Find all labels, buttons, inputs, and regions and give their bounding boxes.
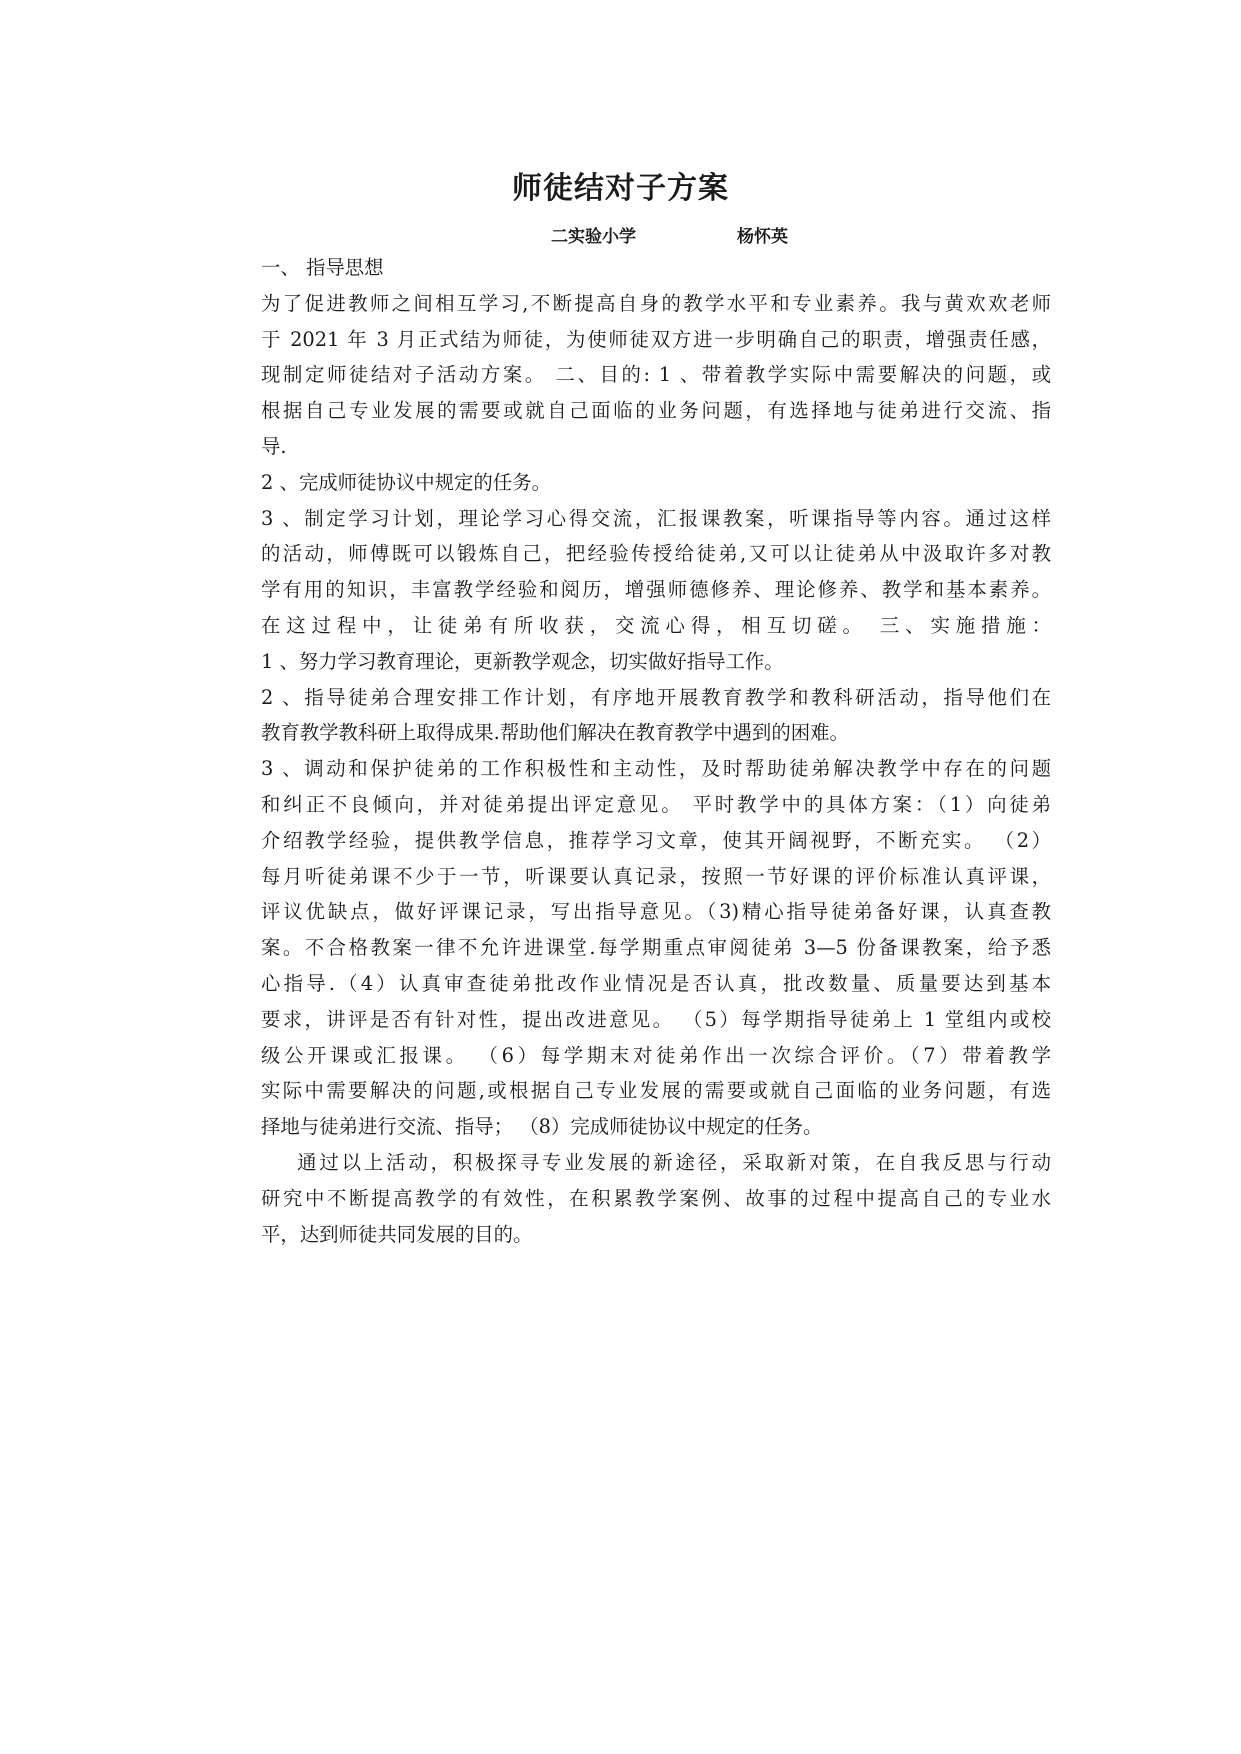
school-name: 二实验小学 (551, 227, 636, 247)
text-line: 2 、完成师徒协议中规定的任务。 (261, 470, 551, 494)
text-line: 每月听徒弟课不少于一节，听课要认真记录，按照一节好课的评价标准认真评课， (261, 864, 1051, 888)
text-line: 心指导.（4）认真审查徒弟批改作业情况是否认真，批改数量、质量要达到基本 (261, 971, 1051, 995)
text-line: 在这过程中，让徒弟有所收获，交流心得，相互切磋。 三、实施措施： (261, 613, 1051, 637)
text-line: 根据自己专业发展的需要或就自己面临的业务问题，有选择地与徒弟进行交流、指 (261, 399, 1051, 423)
text-line: 导. (261, 434, 287, 458)
text-line: 1 、努力学习教育理论，更新教学观念，切实做好指导工作。 (261, 649, 784, 673)
text-line: 研究中不断提高教学的有效性，在积累教学案例、故事的过程中提高自己的专业水 (261, 1186, 1051, 1210)
text-line: 现制定师徒结对子活动方案。 二、目的: 1 、带着教学实际中需要解决的问题，或 (261, 363, 1051, 387)
text-line: 教育教学教科研上取得成果.帮助他们解决在教育教学中遇到的困难。 (261, 721, 849, 745)
text-line: 的活动，师傅既可以锻炼自己，把经验传授给徒弟,又可以让徒弟从中汲取许多对教 (261, 542, 1051, 566)
text-line: 级公开课或汇报课。 （6）每学期末对徒弟作出一次综合评价。（7）带着教学 (261, 1043, 1051, 1067)
text-line: 2 、指导徒弟合理安排工作计划，有序地开展教育教学和教科研活动，指导他们在 (261, 685, 1051, 709)
text-line: 于 2021 年 3 月正式结为师徒，为使师徒双方进一步明确自己的职责，增强责任感， (261, 327, 1051, 351)
text-line: 平，达到师徒共同发展的目的。 (261, 1222, 533, 1246)
text-line: 3 、调动和保护徒弟的工作积极性和主动性，及时帮助徒弟解决教学中存在的问题 (261, 757, 1051, 781)
text-line: 择地与徒弟进行交流、指导； （8）完成师徒协议中规定的任务。 (261, 1115, 823, 1139)
text-line: 一、 指导思想 (261, 256, 384, 279)
text-line: 通过以上活动，积极探寻专业发展的新途径，采取新对策，在自我反思与行动 (261, 1150, 1051, 1174)
text-line: 为了促进教师之间相互学习,不断提高自身的教学水平和专业素养。我与黄欢欢老师 (261, 291, 1051, 315)
document-body (261, 250, 1051, 1252)
text-line: 案。不合格教案一律不允许进课堂.每学期重点审阅徒弟 3—5 份备课教案，给予悉 (261, 936, 1051, 960)
text-line: 和纠正不良倾向，并对徒弟提出评定意见。 平时教学中的具体方案：（1）向徒弟 (261, 792, 1051, 816)
text-line: 3 、制定学习计划，理论学习心得交流，汇报课教案，听课指导等内容。通过这样 (261, 506, 1051, 530)
page-title: 师徒结对子方案 (512, 171, 729, 206)
author-name: 杨怀英 (737, 227, 788, 247)
text-line: 要求，讲评是否有针对性，提出改进意见。 （5）每学期指导徒弟上 1 堂组内或校 (261, 1007, 1051, 1031)
text-line: 学有用的知识，丰富教学经验和阅历，增强师德修养、理论修养、教学和基本素养。 (261, 578, 1051, 602)
text-line: 介绍教学经验，提供教学信息，推荐学习文章，使其开阔视野，不断充实。 （2） (261, 828, 1051, 852)
text-line: 评议优缺点，做好评课记录，写出指导意见。（3)精心指导徒弟备好课，认真查教 (261, 900, 1051, 924)
text-line: 实际中需要解决的问题,或根据自己专业发展的需要或就自己面临的业务问题，有选 (261, 1079, 1051, 1103)
